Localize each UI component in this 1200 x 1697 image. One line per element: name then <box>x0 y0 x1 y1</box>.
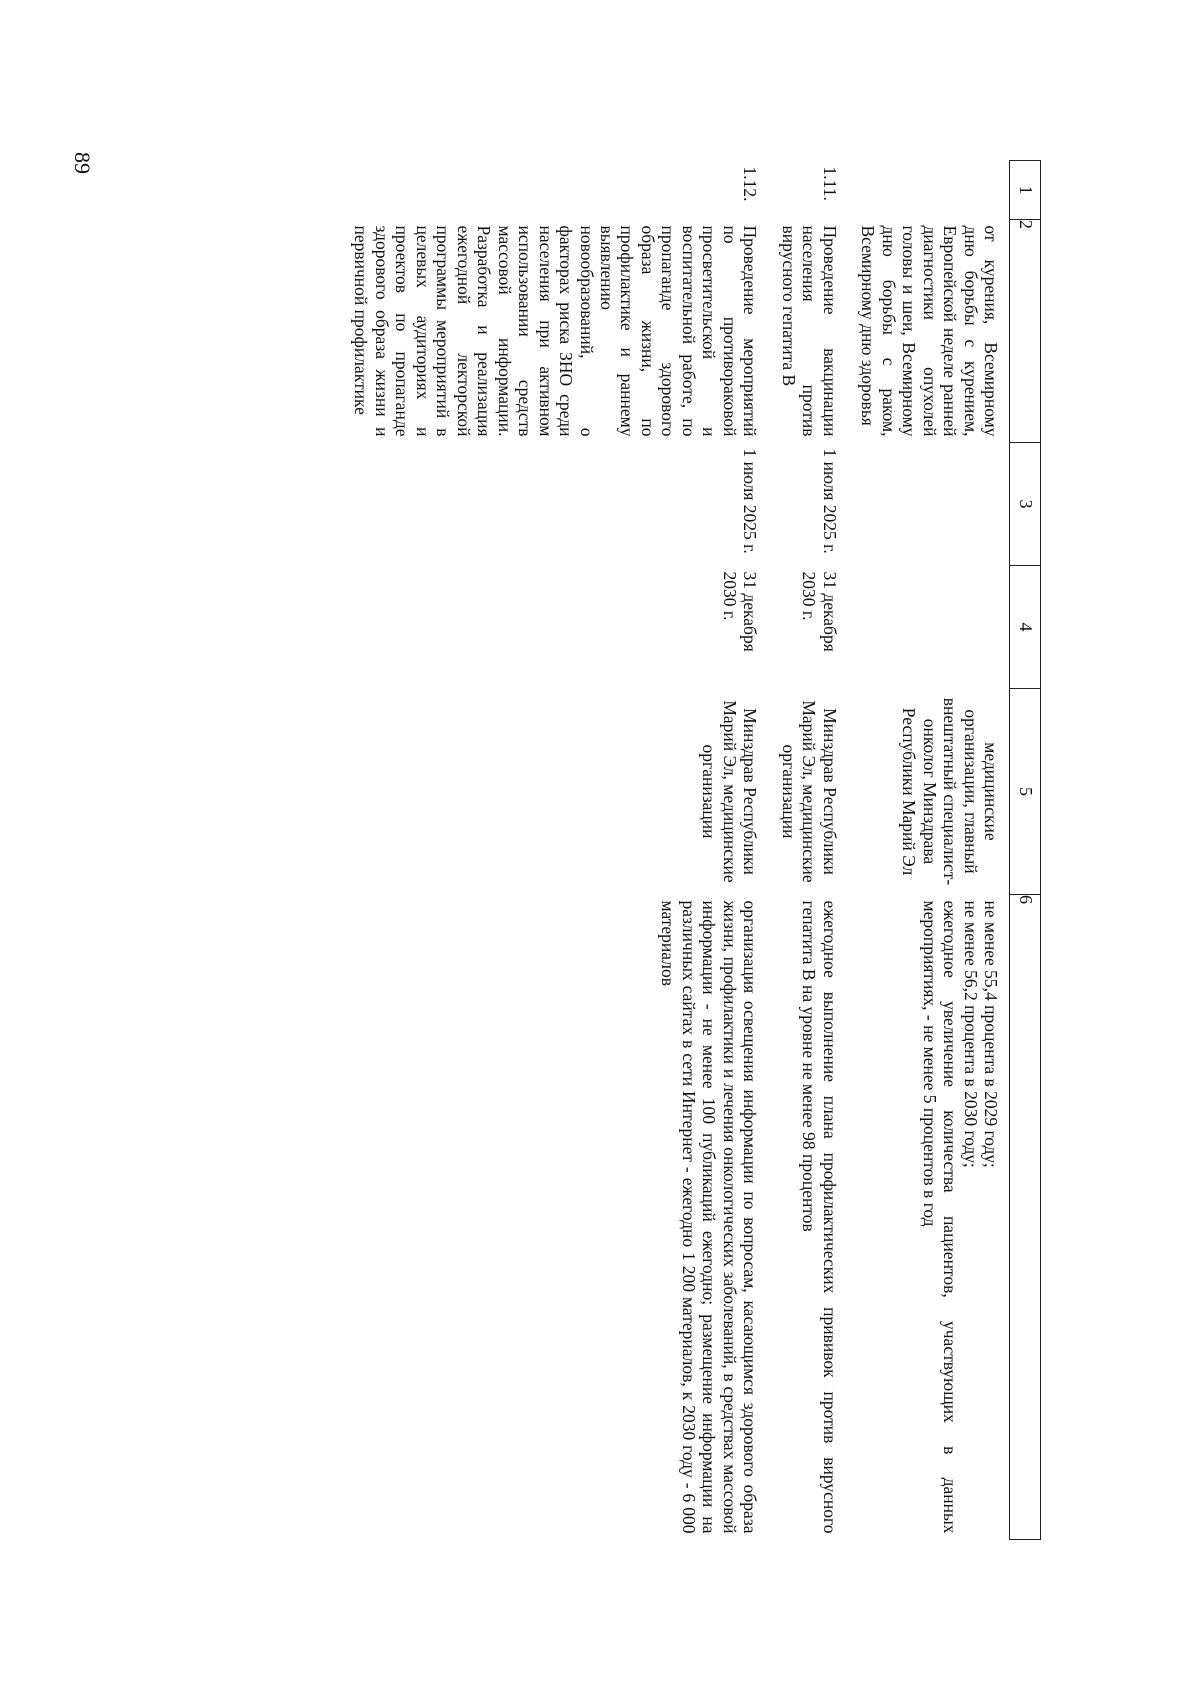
row-start-date: 1 июля 2025 г. <box>740 448 761 554</box>
measures-table <box>341 160 1041 1540</box>
row-start-date <box>848 443 1010 566</box>
row-start-date: 1 июля 2025 г. <box>819 448 840 554</box>
row-event: Проведение мероприятий по противораковой просветительской и воспитательной работе, по пропаганде здорового образа жизни, по профилактике и раннему выявлению новообразований, о факторах риска ЗНО среди населения при активном использовании средств массовой информации. Разработка и реализация ежегодной лекторской программы мероприятий в целевых аудиториях и проектов по пропаганде здорового образа жизни и первичной профилактике <box>351 225 761 437</box>
row-number: 1.11. <box>819 166 840 201</box>
row-responsible: медицинские организации, главный внештатный специалист-онколог Минздрава Республики Марий Эл <box>899 697 1001 886</box>
header-col-4: 4 <box>1010 566 1041 689</box>
row-number: 1.12. <box>740 166 761 202</box>
row-result: не менее 55,4 процента в 2029 году; не менее 56,2 процента в 2030 году; ежегодное увеличение количества пациентов, участвующих в данных мероприятиях, - не менее 5 процентов в год <box>919 900 1001 1534</box>
header-col-3: 3 <box>1010 443 1041 566</box>
row-number <box>848 161 1010 220</box>
row-end-date: 31 декабря 2030 г. <box>719 571 761 652</box>
header-col-6: 6 <box>1010 895 1041 1540</box>
row-responsible: Минздрав Республики Марий Эл, медицинские организации <box>778 700 840 883</box>
row-result: ежегодное выполнение плана профилактических прививок против вирусного гепатита В на уровне не менее 98 процентов <box>799 900 840 1534</box>
row-event: от курения, Всемирному дню борьбы с курением, Европейской неделе ранней диагностики опухолей головы и шеи, Всемирному дню борьбы с раком, Всемирному дню здоровья <box>858 225 1001 437</box>
header-col-2: 2 <box>1010 220 1041 443</box>
header-col-5: 5 <box>1010 689 1041 895</box>
table-row <box>341 161 768 1540</box>
table-header-row <box>1010 161 1041 1540</box>
table-row <box>768 161 847 1540</box>
page-number: 89 <box>70 152 95 174</box>
row-end-date: 31 декабря 2030 г. <box>799 571 840 652</box>
row-responsible: Минздрав Республики Марий Эл, медицинские организации <box>699 700 761 883</box>
table-row <box>848 161 1010 1540</box>
row-event: Проведение вакцинации населения против вирусного гепатита В <box>778 225 840 437</box>
row-result: организация освещения информации по вопросам, касающимся здорового образа жизни, профилактики и лечения онкологических заболеваний, в средствах массовой информации - не менее 100 публикаций ежегодно; размещение информации на различных сайтах в сети Интернет - ежегодно 1 200 материалов, к 2030 году - 6 000 материалов <box>658 900 761 1534</box>
header-col-1: 1 <box>1010 161 1041 220</box>
row-end-date <box>848 566 1010 689</box>
rotated-page-content <box>196 160 1041 1540</box>
